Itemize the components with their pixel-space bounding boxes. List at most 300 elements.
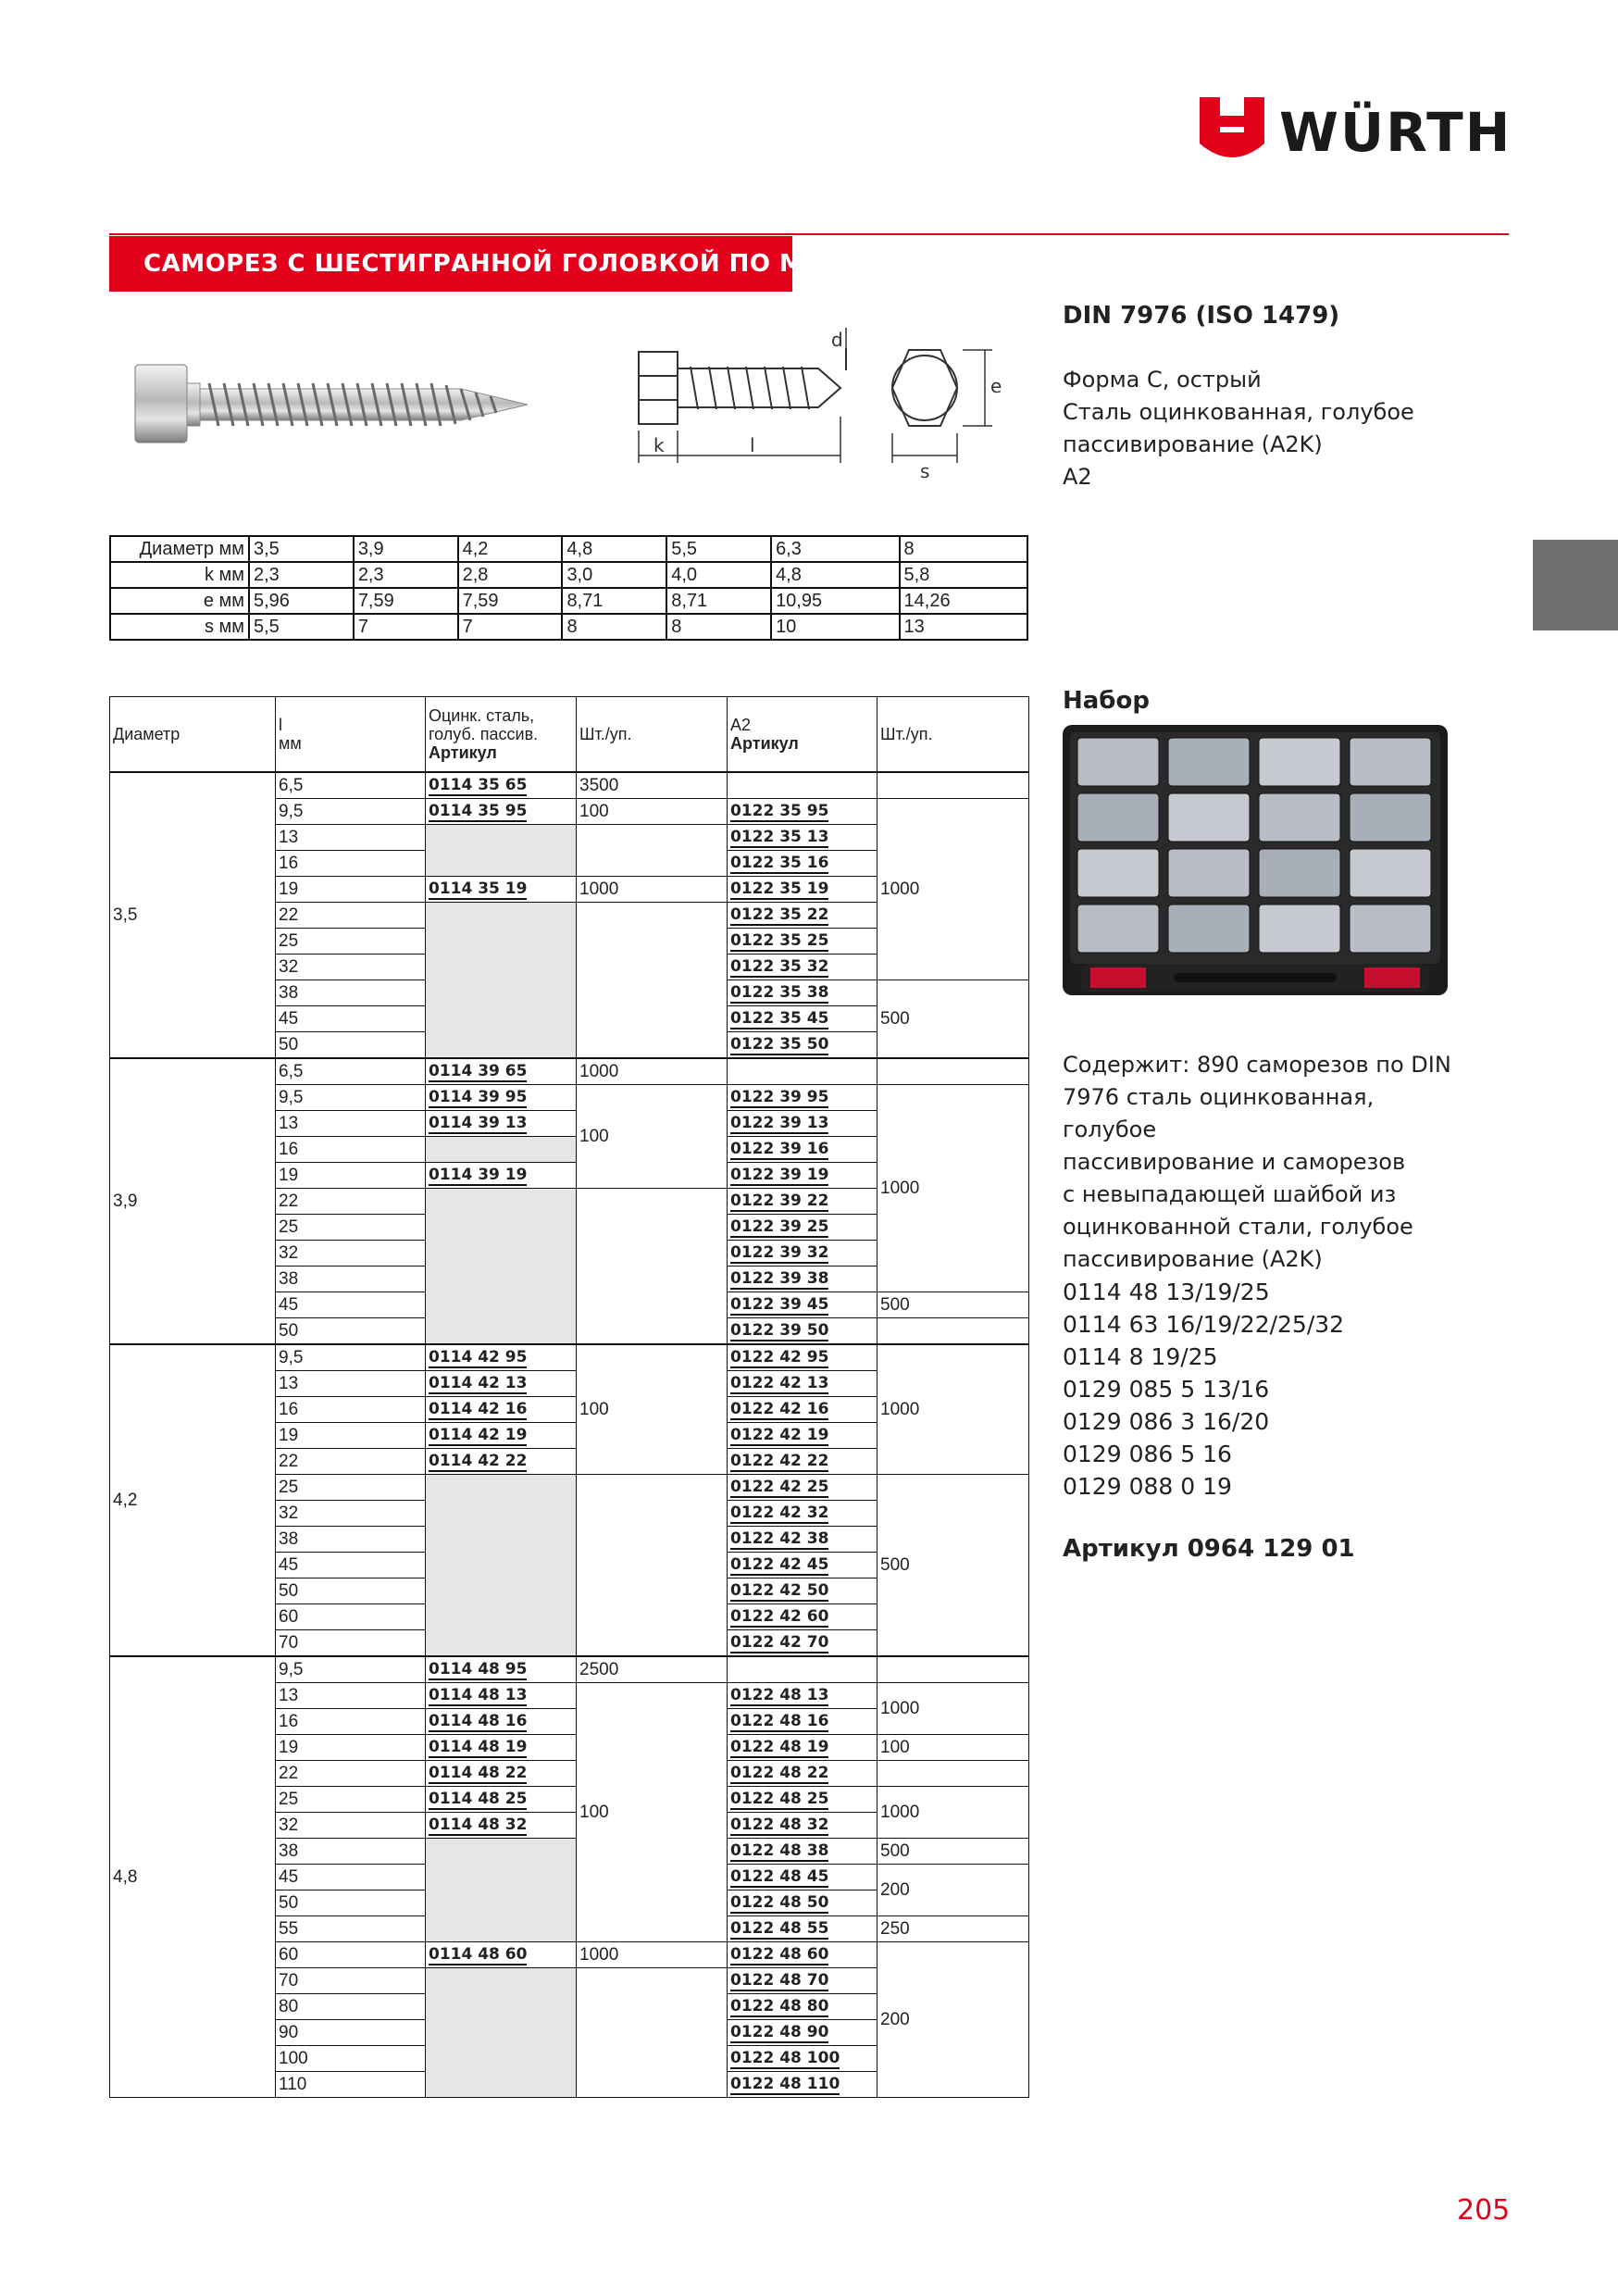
length-cell: 25	[276, 1475, 426, 1501]
diameter-cell: 3,9	[110, 1058, 276, 1344]
a2-article-number: 0122 48 80	[730, 1997, 829, 2015]
length-cell: 80	[276, 1994, 426, 2020]
screw-photo	[109, 326, 554, 502]
a2-article-cell	[728, 1942, 877, 1968]
box-compartment	[1168, 793, 1250, 842]
dimensions-cell: 5,5	[249, 614, 354, 640]
a2-article-number: 0122 48 70	[730, 1971, 829, 1990]
length-cell: 45	[276, 1553, 426, 1578]
a2-article-cell	[728, 955, 877, 980]
header-length-label: l	[279, 716, 282, 734]
a2-article-number: 0122 35 16	[730, 854, 829, 872]
length-cell: 32	[276, 1501, 426, 1527]
a2-article-number: 0122 42 60	[730, 1607, 829, 1626]
length-cell: 13	[276, 1683, 426, 1709]
brand-name: WÜRTH	[1279, 101, 1512, 164]
product-table	[109, 696, 1029, 2098]
a2-article-number: 0122 48 16	[730, 1712, 829, 1730]
a2-qty-cell: 100	[877, 1735, 1029, 1761]
header-a2-label: A2	[730, 716, 752, 734]
a2-qty-cell: 1000	[877, 1344, 1029, 1475]
length-cell: 6,5	[276, 1058, 426, 1085]
zinc-article-number: 0114 48 16	[429, 1712, 528, 1730]
set-code: 0114 8 19/25	[1063, 1343, 1218, 1370]
length-cell: 50	[276, 1032, 426, 1059]
a2-qty-cell: 200	[877, 1865, 1029, 1916]
a2-article-cell	[728, 1423, 877, 1449]
dimensions-cell: 2,3	[354, 562, 458, 588]
set-article-number: Артикул 0964 129 01	[1063, 1535, 1355, 1563]
header-zinc-line1: Оцинк. сталь,	[429, 706, 535, 725]
a2-qty-cell	[877, 772, 1029, 799]
zinc-article-number: 0114 39 95	[429, 1088, 528, 1106]
dimensions-cell: 10,95	[771, 588, 899, 614]
set-contents-line: Содержит: 890 саморезов по DIN	[1063, 1052, 1451, 1078]
a2-article-number: 0122 39 45	[730, 1295, 829, 1314]
zinc-article-cell	[426, 1344, 577, 1371]
zinc-article-number: 0114 35 65	[429, 776, 528, 794]
a2-qty-cell: 250	[877, 1916, 1029, 1942]
table-row	[110, 1344, 1029, 1371]
length-cell: 38	[276, 1839, 426, 1865]
a2-article-number: 0122 48 22	[730, 1764, 829, 1782]
set-code: 0129 086 3 16/20	[1063, 1408, 1270, 1435]
a2-article-number: 0122 42 32	[730, 1504, 829, 1522]
header-qty-a2: Шт./уп.	[877, 697, 1029, 773]
a2-article-number: 0122 48 19	[730, 1738, 829, 1756]
drawing-label-l: l	[750, 434, 755, 456]
a2-article-number: 0122 35 19	[730, 880, 829, 898]
zinc-article-cell	[426, 1968, 577, 2098]
a2-article-cell	[728, 1683, 877, 1709]
zinc-article-cell	[426, 1839, 577, 1942]
a2-article-number: 0122 48 38	[730, 1841, 829, 1860]
a2-article-cell	[728, 877, 877, 903]
a2-article-number: 0122 48 60	[730, 1945, 829, 1964]
box-compartment	[1259, 738, 1340, 786]
standard-label: DIN 7976 (ISO 1479)	[1063, 302, 1340, 330]
a2-article-cell	[728, 1475, 877, 1501]
dimensions-cell: 4,2	[458, 536, 563, 562]
zinc-article-number: 0114 42 13	[429, 1374, 528, 1392]
length-cell: 19	[276, 1163, 426, 1189]
a2-article-number: 0122 48 25	[730, 1790, 829, 1808]
length-cell: 90	[276, 2020, 426, 2046]
a2-article-cell	[728, 1371, 877, 1397]
a2-article-cell	[728, 1865, 877, 1890]
zinc-article-cell	[426, 1111, 577, 1137]
box-compartment	[1077, 849, 1159, 897]
zinc-article-number: 0114 48 25	[429, 1790, 528, 1808]
dimensions-row-label: s мм	[110, 614, 249, 640]
set-code: 0129 085 5 13/16	[1063, 1376, 1270, 1403]
zinc-qty-cell: 1000	[577, 877, 728, 903]
box-compartment	[1077, 738, 1159, 786]
a2-article-cell	[728, 1916, 877, 1942]
set-contents-line: пассивирование (A2K)	[1063, 1246, 1323, 1272]
a2-article-cell	[728, 1553, 877, 1578]
header-length-unit: мм	[279, 734, 302, 753]
zinc-article-cell	[426, 1423, 577, 1449]
length-cell: 9,5	[276, 799, 426, 825]
a2-article-number: 0122 35 95	[730, 802, 829, 820]
a2-article-cell	[728, 1527, 877, 1553]
a2-article-cell	[728, 1501, 877, 1527]
a2-article-cell	[728, 1111, 877, 1137]
length-cell: 22	[276, 1189, 426, 1215]
table-row	[110, 1656, 1029, 1683]
length-cell: 70	[276, 1630, 426, 1657]
a2-article-number: 0122 42 95	[730, 1348, 829, 1366]
dimensions-row-label: Диаметр мм	[110, 536, 249, 562]
a2-article-number: 0122 42 70	[730, 1633, 829, 1652]
a2-article-number: 0122 39 16	[730, 1140, 829, 1158]
zinc-article-cell	[426, 1058, 577, 1085]
dimensions-cell: 13	[900, 614, 1027, 640]
dimensions-cell: 8	[666, 614, 771, 640]
zinc-article-number: 0114 48 32	[429, 1816, 528, 1834]
set-contents-line: 7976 сталь оцинкованная, голубое	[1063, 1084, 1375, 1142]
set-contents	[1063, 1049, 1470, 1276]
set-code: 0114 63 16/19/22/25/32	[1063, 1311, 1345, 1338]
length-cell: 38	[276, 980, 426, 1006]
zinc-article-number: 0114 39 19	[429, 1166, 528, 1184]
wurth-logo-mark	[1200, 97, 1264, 162]
header-a2-article	[728, 697, 877, 773]
length-cell: 50	[276, 1318, 426, 1345]
a2-qty-cell	[877, 1058, 1029, 1085]
a2-article-number: 0122 35 38	[730, 983, 829, 1002]
a2-article-number: 0122 48 55	[730, 1919, 829, 1938]
dimensions-row-label: e мм	[110, 588, 249, 614]
a2-article-number: 0122 39 95	[730, 1088, 829, 1106]
length-cell: 38	[276, 1267, 426, 1292]
a2-article-cell	[728, 2046, 877, 2072]
zinc-article-cell	[426, 1709, 577, 1735]
length-cell: 32	[276, 1813, 426, 1839]
spec-line: A2	[1063, 464, 1092, 490]
table-header-row	[110, 697, 1029, 773]
diameter-cell: 4,8	[110, 1656, 276, 2098]
a2-article-cell	[728, 2072, 877, 2098]
zinc-qty-cell	[577, 825, 728, 877]
a2-article-cell	[728, 772, 877, 799]
header-diameter: Диаметр	[110, 697, 276, 773]
dimensions-row	[110, 536, 1027, 562]
a2-article-cell	[728, 1813, 877, 1839]
set-code: 0114 48 13/19/25	[1063, 1279, 1270, 1305]
zinc-qty-cell: 100	[577, 1344, 728, 1475]
length-cell: 22	[276, 1449, 426, 1475]
a2-qty-cell: 200	[877, 1942, 1029, 2098]
zinc-article-cell	[426, 1449, 577, 1475]
zinc-article-cell	[426, 1397, 577, 1423]
box-compartment	[1259, 905, 1340, 953]
a2-article-cell	[728, 1968, 877, 1994]
zinc-article-cell	[426, 1371, 577, 1397]
dimensions-cell: 2,3	[249, 562, 354, 588]
a2-article-number: 0122 42 16	[730, 1400, 829, 1418]
header-zinc-line2: голуб. пассив.	[429, 725, 539, 743]
zinc-article-number: 0114 48 95	[429, 1660, 528, 1678]
zinc-article-number: 0114 42 22	[429, 1452, 528, 1470]
length-cell: 60	[276, 1942, 426, 1968]
a2-article-number: 0122 42 25	[730, 1478, 829, 1496]
wurth-logo	[1200, 97, 1514, 169]
zinc-article-cell	[426, 1163, 577, 1189]
a2-article-cell	[728, 1630, 877, 1657]
length-cell: 45	[276, 1865, 426, 1890]
dimensions-row	[110, 614, 1027, 640]
zinc-article-cell	[426, 1683, 577, 1709]
dimensions-cell: 4,8	[771, 562, 899, 588]
zinc-article-number: 0114 42 95	[429, 1348, 528, 1366]
a2-article-cell	[728, 1006, 877, 1032]
length-cell: 55	[276, 1916, 426, 1942]
a2-article-cell	[728, 1656, 877, 1683]
length-cell: 19	[276, 877, 426, 903]
zinc-qty-cell: 100	[577, 799, 728, 825]
a2-article-number: 0122 35 22	[730, 905, 829, 924]
dimensions-cell: 4,0	[666, 562, 771, 588]
box-compartment	[1259, 849, 1340, 897]
header-qty-zinc: Шт./уп.	[577, 697, 728, 773]
zinc-article-cell	[426, 1475, 577, 1657]
length-cell: 9,5	[276, 1656, 426, 1683]
a2-article-number: 0122 48 90	[730, 2023, 829, 2041]
length-cell: 60	[276, 1604, 426, 1630]
diameter-cell: 4,2	[110, 1344, 276, 1656]
a2-article-number: 0122 39 13	[730, 1114, 829, 1132]
drawing-label-d: d	[831, 329, 843, 351]
a2-article-number: 0122 42 45	[730, 1555, 829, 1574]
a2-article-cell	[728, 929, 877, 955]
zinc-qty-cell: 2500	[577, 1656, 728, 1683]
a2-article-cell	[728, 1085, 877, 1111]
box-compartment	[1350, 905, 1431, 953]
box-compartment	[1168, 849, 1250, 897]
length-cell: 100	[276, 2046, 426, 2072]
a2-article-cell	[728, 2020, 877, 2046]
dimensions-cell: 8	[900, 536, 1027, 562]
a2-article-cell	[728, 1839, 877, 1865]
length-cell: 70	[276, 1968, 426, 1994]
zinc-qty-cell	[577, 1968, 728, 2098]
zinc-qty-cell	[577, 1475, 728, 1657]
a2-article-number: 0122 35 50	[730, 1035, 829, 1054]
zinc-article-cell	[426, 772, 577, 799]
set-code: 0129 088 0 19	[1063, 1473, 1232, 1500]
zinc-article-cell	[426, 1787, 577, 1813]
a2-article-number: 0122 42 22	[730, 1452, 829, 1470]
a2-article-cell	[728, 1604, 877, 1630]
dimensions-cell: 7,59	[354, 588, 458, 614]
zinc-article-number: 0114 35 19	[429, 880, 528, 898]
dimensions-cell: 10	[771, 614, 899, 640]
length-cell: 9,5	[276, 1085, 426, 1111]
set-contents-line: пассивирование и саморезов	[1063, 1149, 1406, 1175]
zinc-article-cell	[426, 825, 577, 877]
a2-article-cell	[728, 1344, 877, 1371]
set-contents-line: с невыпадающей шайбой из	[1063, 1181, 1397, 1207]
dimensions-cell: 5,96	[249, 588, 354, 614]
a2-article-cell	[728, 1578, 877, 1604]
length-cell: 13	[276, 825, 426, 851]
length-cell: 22	[276, 1761, 426, 1787]
a2-qty-cell: 1000	[877, 1787, 1029, 1839]
dimensions-cell: 3,5	[249, 536, 354, 562]
length-cell: 19	[276, 1423, 426, 1449]
a2-article-cell	[728, 1032, 877, 1059]
length-cell: 110	[276, 2072, 426, 2098]
header-a2-article-label: Артикул	[730, 734, 799, 753]
a2-article-number: 0122 42 19	[730, 1426, 829, 1444]
a2-article-cell	[728, 980, 877, 1006]
a2-article-number: 0122 39 32	[730, 1243, 829, 1262]
dimensions-cell: 7,59	[458, 588, 563, 614]
box-compartment	[1350, 849, 1431, 897]
zinc-article-number: 0114 39 13	[429, 1114, 528, 1132]
a2-article-number: 0122 48 13	[730, 1686, 829, 1704]
length-cell: 9,5	[276, 1344, 426, 1371]
drawing-label-e: e	[990, 375, 1002, 397]
box-compartment	[1077, 905, 1159, 953]
a2-article-number: 0122 48 100	[730, 2049, 840, 2067]
zinc-article-number: 0114 42 19	[429, 1426, 528, 1444]
a2-article-cell	[728, 1318, 877, 1345]
a2-article-number: 0122 42 50	[730, 1581, 829, 1600]
a2-article-cell	[728, 1397, 877, 1423]
zinc-article-number: 0114 48 22	[429, 1764, 528, 1782]
length-cell: 32	[276, 955, 426, 980]
length-cell: 45	[276, 1006, 426, 1032]
zinc-article-cell	[426, 1942, 577, 1968]
zinc-article-number: 0114 48 60	[429, 1945, 528, 1964]
dimensions-table	[109, 535, 1028, 641]
length-cell: 32	[276, 1241, 426, 1267]
dimensions-cell: 8,71	[562, 588, 666, 614]
length-cell: 19	[276, 1735, 426, 1761]
header-zinc-article-label: Артикул	[429, 743, 497, 762]
table-row	[110, 772, 1029, 799]
length-cell: 50	[276, 1890, 426, 1916]
a2-article-cell	[728, 851, 877, 877]
a2-qty-cell	[877, 1318, 1029, 1345]
a2-article-cell	[728, 1163, 877, 1189]
a2-qty-cell: 1000	[877, 1085, 1029, 1292]
zinc-article-number: 0114 48 13	[429, 1686, 528, 1704]
length-cell: 16	[276, 851, 426, 877]
a2-article-cell	[728, 1994, 877, 2020]
length-cell: 16	[276, 1709, 426, 1735]
a2-article-cell	[728, 1890, 877, 1916]
zinc-article-cell	[426, 903, 577, 1059]
dimensions-cell: 7	[354, 614, 458, 640]
length-cell: 13	[276, 1371, 426, 1397]
length-cell: 13	[276, 1111, 426, 1137]
assortment-box-photo	[1063, 725, 1448, 995]
length-cell: 6,5	[276, 772, 426, 799]
dimensions-cell: 4,8	[562, 536, 666, 562]
dimensions-row-label: k мм	[110, 562, 249, 588]
spec-line: Форма C, острый	[1063, 367, 1262, 393]
set-contents-line: оцинкованной стали, голубое	[1063, 1214, 1413, 1240]
a2-article-cell	[728, 1058, 877, 1085]
a2-qty-cell: 500	[877, 1292, 1029, 1318]
page-number: 205	[1457, 2194, 1511, 2227]
a2-article-number: 0122 35 25	[730, 931, 829, 950]
screw-technical-drawing	[622, 315, 1011, 500]
a2-article-number: 0122 48 45	[730, 1867, 829, 1886]
dimensions-cell: 2,8	[458, 562, 563, 588]
a2-article-cell	[728, 1292, 877, 1318]
length-cell: 50	[276, 1578, 426, 1604]
length-cell: 25	[276, 1787, 426, 1813]
zinc-qty-cell: 1000	[577, 1942, 728, 1968]
dimensions-cell: 3,9	[354, 536, 458, 562]
a2-qty-cell: 1000	[877, 799, 1029, 980]
a2-article-cell	[728, 903, 877, 929]
a2-article-cell	[728, 1241, 877, 1267]
header-length	[276, 697, 426, 773]
a2-article-number: 0122 39 19	[730, 1166, 829, 1184]
dimensions-cell: 7	[458, 614, 563, 640]
zinc-article-cell	[426, 1735, 577, 1761]
zinc-qty-cell	[577, 903, 728, 1059]
a2-qty-cell: 500	[877, 1475, 1029, 1657]
zinc-article-cell	[426, 877, 577, 903]
zinc-qty-cell: 100	[577, 1683, 728, 1942]
zinc-article-cell	[426, 1813, 577, 1839]
a2-article-cell	[728, 1787, 877, 1813]
side-tab	[1533, 540, 1618, 630]
spec-description	[1063, 364, 1451, 493]
zinc-qty-cell	[577, 1189, 728, 1345]
dimensions-cell: 6,3	[771, 536, 899, 562]
a2-qty-cell: 500	[877, 1839, 1029, 1865]
box-compartment	[1259, 793, 1340, 842]
a2-article-cell	[728, 1761, 877, 1787]
a2-article-cell	[728, 1449, 877, 1475]
dimensions-row	[110, 588, 1027, 614]
zinc-article-number: 0114 39 65	[429, 1062, 528, 1080]
length-cell: 45	[276, 1292, 426, 1318]
drawing-label-s: s	[920, 460, 930, 482]
box-compartment	[1168, 905, 1250, 953]
length-cell: 22	[276, 903, 426, 929]
a2-article-number: 0122 39 38	[730, 1269, 829, 1288]
length-cell: 16	[276, 1397, 426, 1423]
zinc-article-cell	[426, 1137, 577, 1163]
a2-article-number: 0122 39 50	[730, 1321, 829, 1340]
zinc-article-number: 0114 42 16	[429, 1400, 528, 1418]
table-row	[110, 1058, 1029, 1085]
set-code: 0129 086 5 16	[1063, 1441, 1232, 1467]
a2-article-cell	[728, 1189, 877, 1215]
zinc-qty-cell: 1000	[577, 1058, 728, 1085]
zinc-article-number: 0114 35 95	[429, 802, 528, 820]
a2-article-number: 0122 42 13	[730, 1374, 829, 1392]
a2-article-number: 0122 39 22	[730, 1192, 829, 1210]
a2-article-number: 0122 35 13	[730, 828, 829, 846]
a2-article-number: 0122 35 45	[730, 1009, 829, 1028]
a2-article-cell	[728, 1709, 877, 1735]
box-compartment	[1350, 793, 1431, 842]
dimensions-cell: 14,26	[900, 588, 1027, 614]
dimensions-cell: 5,8	[900, 562, 1027, 588]
box-compartment	[1168, 738, 1250, 786]
a2-article-cell	[728, 1267, 877, 1292]
